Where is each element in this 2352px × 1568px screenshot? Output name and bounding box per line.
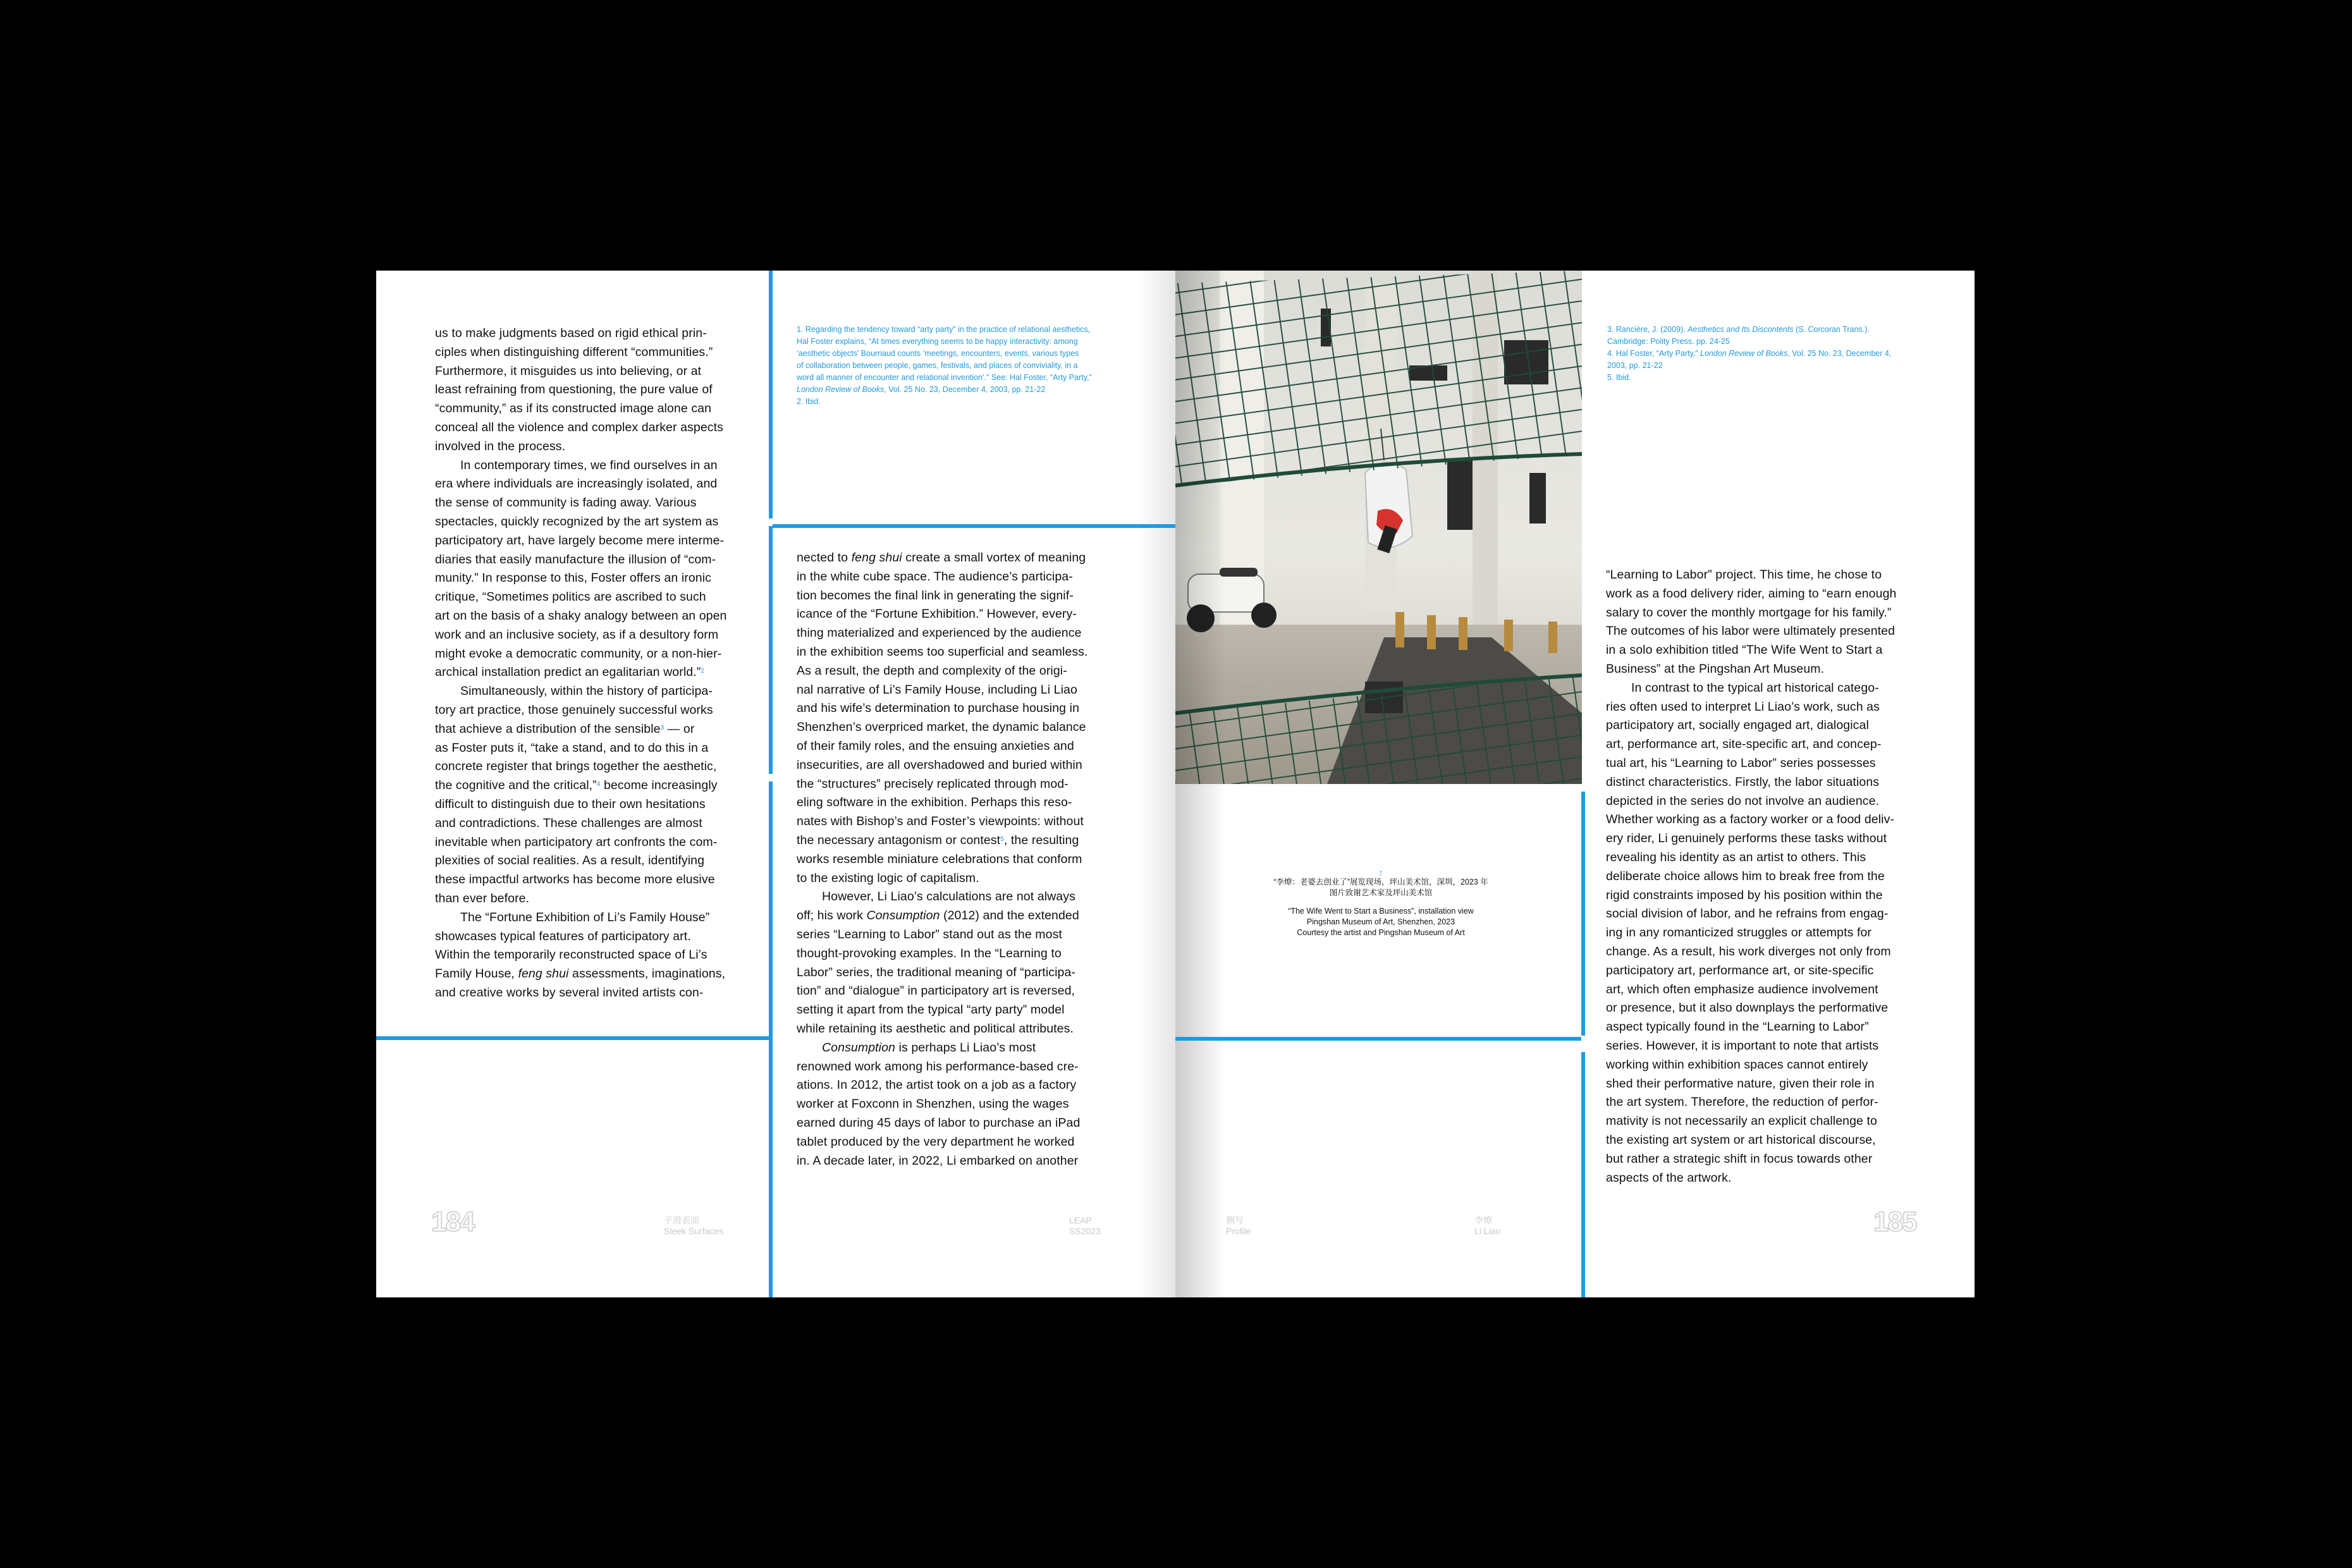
grid-rule-horizontal xyxy=(1175,1037,1581,1041)
text-line: difficult to distinguish due to their own hesitations xyxy=(435,797,706,811)
text-line: in the white cube space. The audience’s participa- xyxy=(797,569,1073,584)
text-line: works resemble miniature celebrations that conform xyxy=(797,852,1082,866)
artist-name-cn: 李燎 xyxy=(1474,1215,1492,1225)
text-line: than ever before. xyxy=(435,891,530,905)
text-line: series “Learning to Labor” stand out as the most xyxy=(797,927,1062,941)
italic-term: Consumption xyxy=(822,1040,895,1055)
gutter-shadow xyxy=(1175,271,1226,1297)
text-line: as Foster puts it, “take a stand, and to do this in a xyxy=(435,740,709,755)
text-line: mativity is not necessarily an explicit challenge to xyxy=(1606,1114,1877,1129)
text-line: showcases typical features of participatory art. xyxy=(435,929,691,943)
text-line: worker at Foxconn in Shenzhen, using the wages xyxy=(797,1097,1069,1112)
text-line: , the resulting xyxy=(1003,833,1079,847)
paragraph-6 xyxy=(797,888,1151,1038)
text-line: icance of the “Fortune Exhibition.” However, every- xyxy=(797,607,1077,622)
caption-en-title: “The Wife Went to Start a Business”, installation view xyxy=(1288,907,1474,916)
text-line: in a solo exhibition titled “The Wife Went to Start a xyxy=(1606,643,1883,658)
artist-name-en: Li Liao xyxy=(1474,1226,1501,1236)
text-line: the cognitive and the critical,” xyxy=(435,778,597,793)
footnote-line: 2003, pp. 21-22 xyxy=(1607,361,1663,370)
footnote-text: , Vol. 25 No. 23, December 4, xyxy=(1787,349,1892,358)
grid-rule-vertical-mid xyxy=(769,526,773,774)
footnote-line: ‘aesthetic objects’ Bourriaud counts ‘meetings, encounters, events, various types xyxy=(797,349,1079,358)
footnote-ref[interactable]: 5 xyxy=(1000,835,1004,843)
text-line: tablet produced by the very department he worked xyxy=(797,1134,1075,1149)
text-line: in the exhibition seems too superficial and seamless. xyxy=(797,644,1088,659)
text-line: conceal all the violence and complex darker aspects xyxy=(435,420,724,434)
page-number: 185 xyxy=(1873,1206,1916,1237)
footnote-ref[interactable]: 3 xyxy=(660,724,665,732)
footnote-line xyxy=(1607,348,1961,360)
text-line: Labor” series, the traditional meaning of “participa- xyxy=(797,965,1076,979)
text-line: social division of labor, and he refrains from engag- xyxy=(1606,907,1889,921)
text-line: renowned work among his performance-based cre- xyxy=(797,1059,1079,1074)
text-line: concrete register that brings together the aesthetic, xyxy=(435,759,717,774)
text-line: — or xyxy=(664,721,695,736)
text-line: become increasingly xyxy=(600,778,718,793)
caption-en-location: Pingshan Museum of Art, Shenzhen, 2023 xyxy=(1306,917,1455,926)
paragraph-7 xyxy=(797,1039,1151,1171)
text-line: art, which often emphasize audience involvement xyxy=(1606,982,1878,996)
text-line: and contradictions. These challenges are almost xyxy=(435,816,702,830)
text-line: The outcomes of his labor were ultimately presented xyxy=(1606,624,1896,639)
text-line: work and an inclusive society, as if a desultory form xyxy=(435,627,719,642)
text-line: while retaining its aesthetic and political attributes. xyxy=(797,1021,1074,1036)
grid-rule-horizontal-right xyxy=(773,524,1175,528)
text-line: might evoke a democratic community, or a non-hier- xyxy=(435,646,722,661)
text-line: tion becomes the final link in generating the signif- xyxy=(797,588,1074,603)
text-line: aspects of the artwork. xyxy=(1606,1170,1732,1185)
footnote-line xyxy=(797,384,1151,396)
text-line: nal narrative of Li’s Family House, including Li Liao xyxy=(797,682,1077,697)
text-line: shed their performative nature, given their role in xyxy=(1606,1076,1875,1091)
paragraph-8 xyxy=(1606,566,1960,679)
text-line: aspect typically found in the “Learning to Labor” xyxy=(1606,1020,1869,1034)
text-line: inevitable when participatory art confronts the com- xyxy=(435,835,718,849)
text-line: but rather a strategic shift in focus towards other xyxy=(1606,1151,1873,1166)
right-page xyxy=(1175,271,1975,1297)
text-line: revealing his identity as an artist to others. This xyxy=(1606,850,1866,864)
text-line: Simultaneously, within the history of participa- xyxy=(460,684,713,699)
text-line: nected to xyxy=(797,551,852,565)
grid-rule-vertical-top xyxy=(769,271,773,518)
text-line: participatory art, socially engaged art, dialogical xyxy=(1606,718,1869,733)
installation-photo-image xyxy=(1175,271,1582,784)
italic-term: feng shui xyxy=(518,967,569,981)
magazine-issue: SS2023 xyxy=(1069,1226,1101,1236)
text-line: However, Li Liao’s calculations are not always xyxy=(822,890,1075,904)
text-line: diaries that easily manufacture the illusion of “com- xyxy=(435,552,716,567)
text-line: ries often used to interpret Li Liao’s work, such as xyxy=(1606,699,1880,714)
text-line: create a small vortex of meaning xyxy=(902,551,1086,565)
text-line: thought-provoking examples. In the “Learning to xyxy=(797,946,1062,960)
footnote-ref[interactable]: 2 xyxy=(701,668,704,675)
footnote-line: 5. Ibid. xyxy=(1607,373,1631,382)
caption-spacer xyxy=(1213,898,1548,906)
text-line: era where individuals are increasingly isolated, and xyxy=(435,477,718,491)
caption-cn-credit: 图片致谢艺术家及坪山美术馆 xyxy=(1329,888,1433,897)
text-line: archical installation predict an egalitarian world.” xyxy=(435,665,701,680)
left-page xyxy=(376,271,1175,1297)
italic-term: Consumption xyxy=(866,909,940,923)
footnote-italic: London Review of Books xyxy=(1700,349,1788,358)
text-line: spectacles, quickly recognized by the art system as xyxy=(435,514,719,529)
footnotes-block xyxy=(1607,324,1961,384)
text-line: participatory art, performance art, or site-specific xyxy=(1606,963,1874,977)
section-label-en: Sleek Surfaces xyxy=(664,1226,724,1236)
text-line: ing in any romanticized struggles or attempts for xyxy=(1606,926,1872,940)
text-line: deliberate choice allows him to break free from the xyxy=(1606,869,1885,883)
text-line: the necessary antagonism or contest xyxy=(797,833,1001,847)
text-line: of their family roles, and the ensuing anxieties and xyxy=(797,738,1074,753)
footnote-line: 1. Regarding the tendency toward “arty party” in the practice of relational aesthetics, xyxy=(797,325,1091,334)
body-column-1 xyxy=(435,324,751,1003)
text-line: ciples when distinguishing different “communities.” xyxy=(435,345,713,359)
text-line: tory art practice, those genuinely successful works xyxy=(435,702,713,717)
text-line: ations. In 2012, the artist took on a job as a factory xyxy=(797,1078,1077,1093)
text-line: working within exhibition spaces cannot entirely xyxy=(1606,1057,1868,1072)
text-line: munity.” In response to this, Foster offers an ironic xyxy=(435,571,712,585)
magazine-name: LEAP xyxy=(1069,1215,1092,1225)
paragraph-9 xyxy=(1606,679,1960,1188)
text-line: salary to cover the monthly mortgage for his family.” xyxy=(1606,605,1892,620)
paragraph-5 xyxy=(797,549,1151,888)
text-line: us to make judgments based on rigid ethical prin- xyxy=(435,326,707,340)
footnote-text: 4. Hal Foster, “Arty Party,” xyxy=(1607,349,1701,358)
text-line: As a result, the depth and complexity of the origi- xyxy=(797,663,1067,678)
text-line: nates with Bishop’s and Foster’s viewpoints: without xyxy=(797,814,1084,829)
footnote-italic: Aesthetics and Its Discontents xyxy=(1687,325,1794,334)
up-arrow-icon: ↑ xyxy=(1378,867,1383,878)
body-column-2 xyxy=(797,549,1151,1170)
text-line: art on the basis of a shaky analogy between an open xyxy=(435,608,727,623)
text-line: in. A decade later, in 2022, Li embarked on another xyxy=(797,1153,1079,1168)
text-line: rigid constraints imposed by his position within the xyxy=(1606,888,1883,902)
text-line: (2012) and the extended xyxy=(940,909,1079,923)
text-line: “community,” as if its constructed image alone can xyxy=(435,401,712,416)
section-label xyxy=(1226,1215,1251,1237)
text-line: plexities of social realities. As a result, identifying xyxy=(435,854,705,868)
text-line: Furthermore, it misguides us into believing, or at xyxy=(435,364,702,378)
footnote-line: Cambridge: Polity Press. pp. 24-25 xyxy=(1607,337,1730,346)
footnote-text: (S. Corcoran Trans.). xyxy=(1793,325,1870,334)
text-line: critique, “Sometimes politics are ascribed to such xyxy=(435,590,706,604)
footnote-text: , Vol. 25 No. 23, December 4, 2003, pp. 21-22 xyxy=(884,385,1046,394)
text-line: In contemporary times, we find ourselves in an xyxy=(460,458,718,472)
section-label-en: Profile xyxy=(1226,1226,1251,1236)
caption-cn-title: “李燎：老婆去创业了”展览现场，坪山美术馆，深圳，2023 年 xyxy=(1273,878,1488,886)
body-column-3 xyxy=(1606,566,1960,1187)
section-label xyxy=(664,1215,723,1237)
caption-en-credit: Courtesy the artist and Pingshan Museum of Art xyxy=(1297,928,1465,937)
footnote-line xyxy=(1607,324,1961,336)
photo-caption xyxy=(1213,868,1548,938)
text-line: thing materialized and experienced by the audience xyxy=(797,626,1082,640)
text-line: that achieve a distribution of the sensible xyxy=(435,721,661,736)
text-line: depicted in the series do not involve an audience. xyxy=(1606,793,1880,808)
paragraph-1 xyxy=(435,324,751,456)
page-number: 184 xyxy=(431,1206,474,1237)
text-line: change. As a result, his work diverges not only from xyxy=(1606,944,1891,959)
text-line: ery rider, Li genuinely performs these tasks without xyxy=(1606,831,1887,846)
grid-rule-vertical-bottom xyxy=(769,781,773,1297)
text-line: these impactful artworks has become more elusive xyxy=(435,873,715,887)
text-line: tual art, his “Learning to Labor” series possesses xyxy=(1606,756,1876,770)
text-line: In contrast to the typical art historical catego- xyxy=(1631,680,1879,695)
text-line: or presence, but it also downplays the performative xyxy=(1606,1001,1889,1015)
installation-photo xyxy=(1175,271,1582,784)
text-line: “Learning to Labor” project. This time, he chose to xyxy=(1606,568,1882,582)
text-line: eling software in the exhibition. Perhaps this reso- xyxy=(797,795,1072,810)
text-line: tion” and “dialogue” in participatory art is reversed, xyxy=(797,984,1075,998)
section-label-cn: 平滑表面 xyxy=(664,1215,699,1225)
text-line: the art system. Therefore, the reduction of perfor- xyxy=(1606,1095,1878,1110)
magazine-label xyxy=(1069,1215,1101,1237)
text-line: the sense of community is fading away. Various xyxy=(435,496,697,510)
footnote-italic: London Review of Books xyxy=(797,385,885,394)
text-line: Family House, xyxy=(435,967,518,981)
text-line: series. However, it is important to note that artists xyxy=(1606,1038,1879,1053)
text-line: and his wife’s determination to purchase housing in xyxy=(797,701,1080,716)
artist-label xyxy=(1474,1215,1500,1237)
text-line: involved in the process. xyxy=(435,439,566,453)
text-line: setting it apart from the typical “arty party” model xyxy=(797,1003,1065,1017)
text-line: is perhaps Li Liao’s most xyxy=(895,1040,1036,1055)
footnote-line: of collaboration between people, games, festivals, and places of conviviality, in a xyxy=(797,361,1078,370)
text-line: to the existing logic of capitalism. xyxy=(797,871,979,885)
text-line: the “structures” precisely replicated through mod- xyxy=(797,776,1069,791)
text-line: assessments, imaginations, xyxy=(568,967,726,981)
text-line: least refraining from questioning, the pure value of xyxy=(435,383,713,397)
footnote-line: word all manner of encounter and relational invention’.” See: Hal Foster, “Arty Party,” xyxy=(797,373,1092,382)
footnotes-block xyxy=(797,324,1151,408)
text-line: Within the temporarily reconstructed space of Li’s xyxy=(435,948,707,962)
footnote-ref[interactable]: 4 xyxy=(596,781,601,788)
text-line: off; his work xyxy=(797,909,867,923)
paragraph-3 xyxy=(435,682,751,909)
paragraph-4 xyxy=(435,909,751,1003)
text-line: The “Fortune Exhibition of Li’s Family House” xyxy=(460,910,710,924)
text-line: Whether working as a factory worker or a food deliv- xyxy=(1606,812,1895,827)
italic-term: feng shui xyxy=(851,551,902,565)
text-line: the existing art system or art historical discourse, xyxy=(1606,1132,1876,1147)
text-line: earned during 45 days of labor to purchase an iPad xyxy=(797,1115,1081,1130)
text-line: Business” at the Pingshan Art Museum. xyxy=(1606,661,1825,676)
section-label-cn: 侧写 xyxy=(1226,1215,1244,1225)
text-line: distinct characteristics. Firstly, the labor situations xyxy=(1606,775,1880,789)
footnote-line: Hal Foster explains, “At times everything seems to be happy interactivity: among xyxy=(797,337,1078,346)
footnote-line: 2. Ibid. xyxy=(797,397,821,406)
text-line: Shenzhen’s overpriced market, the dynamic balance xyxy=(797,720,1086,735)
text-line: insecurities, are all overshadowed and buried within xyxy=(797,757,1082,772)
grid-rule-horizontal-left xyxy=(376,1036,769,1040)
text-line: participatory art, have largely become mere interme- xyxy=(435,533,725,548)
text-line: art, performance art, site-specific art, and concep- xyxy=(1606,737,1882,752)
grid-rule-vertical-bottom xyxy=(1581,1052,1585,1297)
text-line: and creative works by several invited artists con- xyxy=(435,985,704,1000)
footnote-text: 3. Rancière, J. (2009). xyxy=(1607,325,1688,334)
paragraph-2 xyxy=(435,456,751,683)
text-line: work as a food delivery rider, aiming to “earn enough xyxy=(1606,586,1897,601)
grid-rule-vertical-top xyxy=(1581,792,1585,1036)
